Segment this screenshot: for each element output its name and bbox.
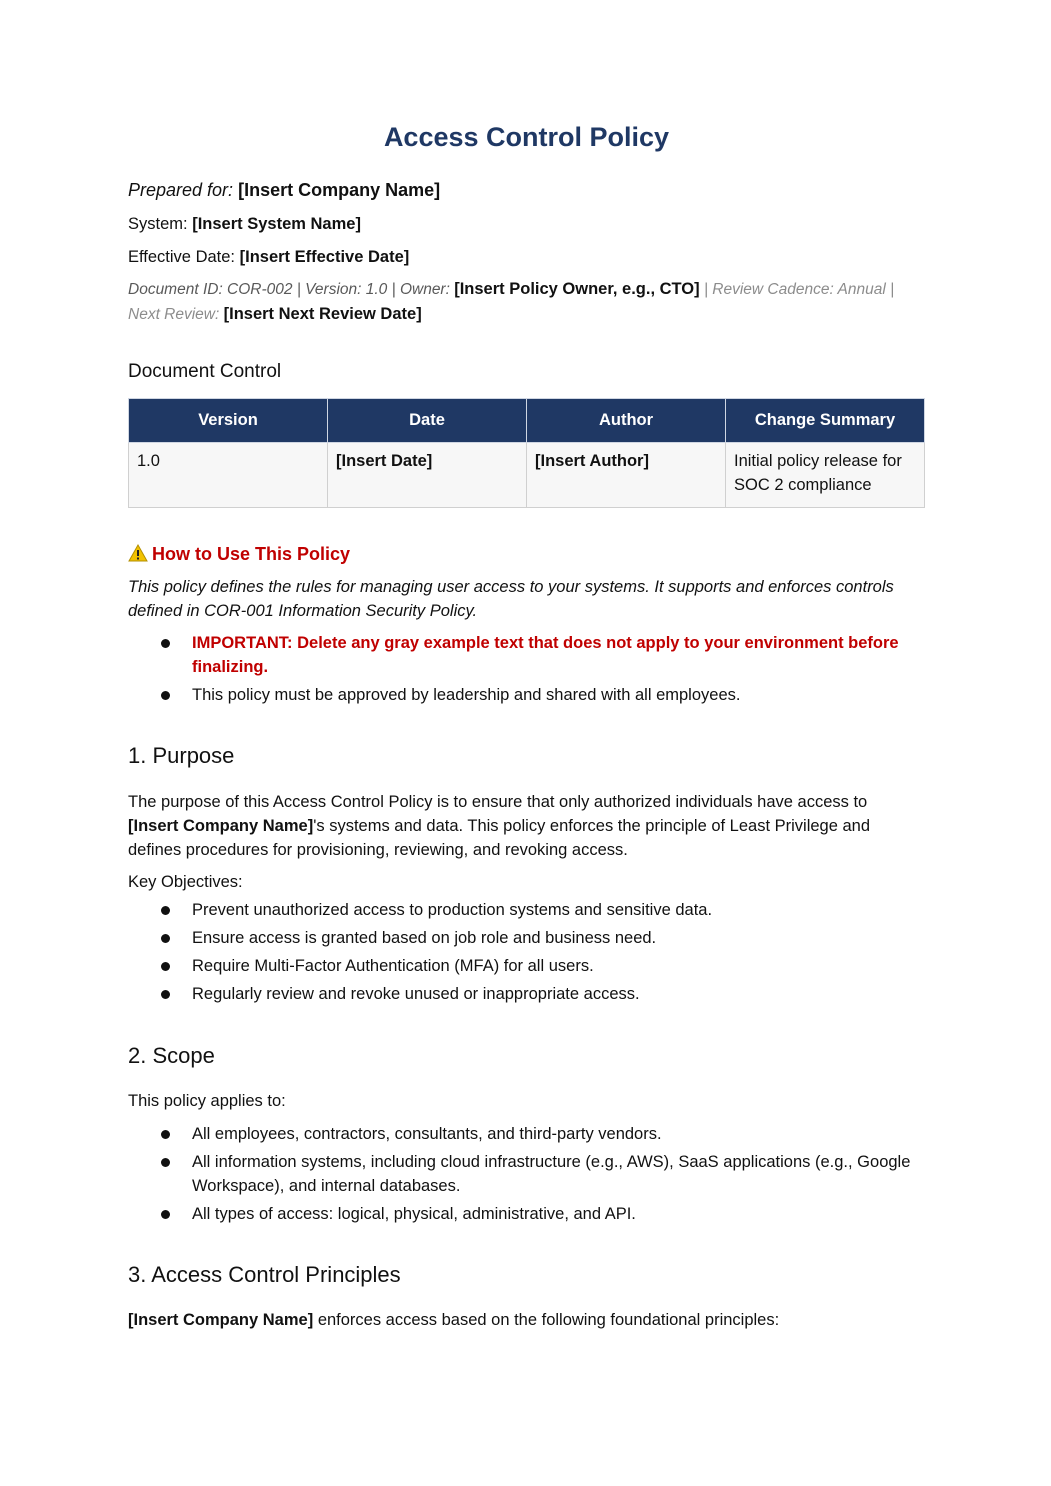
system-label: System:: [128, 215, 188, 233]
key-objectives-label: Key Objectives:: [128, 873, 243, 891]
effective-date-value: [Insert Effective Date]: [239, 248, 410, 266]
list-item-text: Ensure access is granted based on job role and business need.: [192, 929, 657, 947]
bullet-icon: [161, 1130, 170, 1139]
list-item-text: All employees, contractors, consultants, and third-party vendors.: [192, 1125, 662, 1143]
bullet-icon: [161, 639, 170, 648]
bullet-icon: [161, 691, 170, 700]
bullet-icon: [161, 1158, 170, 1167]
list-item-text: All types of access: logical, physical, administrative, and API.: [192, 1205, 636, 1223]
how-to-use-title: How to Use This Policy: [152, 544, 351, 564]
bullet-icon: [161, 962, 170, 971]
bullet-icon: [161, 1210, 170, 1219]
list-item-text: IMPORTANT: Delete any gray example text that does not apply to your environment before finalizing.: [192, 634, 899, 676]
list-item: [128, 982, 925, 1006]
list-item: [128, 954, 925, 978]
bullet-icon: [161, 906, 170, 915]
effective-date-line: [128, 245, 409, 269]
col-change-summary: Change Summary: [726, 399, 925, 443]
prepared-for-value: [Insert Company Name]: [238, 180, 441, 200]
list-item: [128, 898, 925, 922]
scope-heading: 2. Scope: [128, 1043, 215, 1068]
meta-cadence: | Review Cadence: Annual | Next Review:: [128, 281, 895, 323]
bullet-icon: [161, 934, 170, 943]
table-header-row: [129, 399, 925, 443]
list-item: [128, 1150, 925, 1198]
principles-company: [Insert Company Name]: [128, 1311, 314, 1329]
principles-text: enforces access based on the following foundational principles:: [317, 1311, 780, 1329]
cell-date: [328, 443, 527, 508]
how-to-use-intro: This policy defines the rules for managing user access to your systems. It supports and enforces controls defined in COR-001 Information Security Policy.: [128, 578, 894, 620]
meta-owner: [Insert Policy Owner, e.g., CTO]: [454, 280, 700, 298]
col-version: Version: [129, 399, 328, 443]
document-control-heading: Document Control: [128, 361, 282, 382]
list-item: [128, 1202, 925, 1226]
purpose-paragraph: [128, 790, 925, 862]
list-item-text: Require Multi-Factor Authentication (MFA) for all users.: [192, 957, 594, 975]
cell-author: [527, 443, 726, 508]
bullet-icon: [161, 990, 170, 999]
cell-change-summary: Initial policy release for SOC 2 compliance: [726, 443, 925, 508]
cell-version: 1.0: [129, 443, 328, 508]
page-title: Access Control Policy: [383, 122, 670, 152]
system-value: [Insert System Name]: [192, 215, 361, 233]
system-line: [128, 212, 361, 236]
meta-doc-id: Document ID: COR-002 | Version: 1.0 | Owner:: [128, 281, 450, 298]
scope-list: [128, 1122, 925, 1230]
list-item: [128, 1122, 925, 1146]
meta-next-review: [Insert Next Review Date]: [223, 305, 422, 323]
col-date: Date: [328, 399, 527, 443]
purpose-company: [Insert Company Name]: [128, 817, 314, 835]
warning-icon: [128, 542, 148, 566]
table-row: [129, 443, 925, 508]
prepared-for-line: [128, 178, 440, 202]
purpose-text-start: The purpose of this Access Control Policy is to ensure that only authorized individuals have access to: [128, 793, 868, 811]
list-item-text: Prevent unauthorized access to production systems and sensitive data.: [192, 901, 713, 919]
cell-author-value: [Insert Author]: [535, 452, 649, 470]
col-author: Author: [527, 399, 726, 443]
list-item-text: Regularly review and revoke unused or inappropriate access.: [192, 985, 640, 1003]
list-item-text: All information systems, including cloud infrastructure (e.g., AWS), SaaS applications (e.g., Google Workspace), and internal databases.: [192, 1153, 911, 1195]
how-to-use-heading: [128, 542, 350, 566]
purpose-text-end: 's systems and data. This policy enforces the principle of Least Privilege and defines procedures for provisioning, reviewing, and revoking access.: [128, 817, 871, 859]
document-meta: [128, 277, 925, 327]
principles-heading: 3. Access Control Principles: [128, 1262, 401, 1287]
list-item-text: This policy must be approved by leadership and shared with all employees.: [192, 686, 741, 704]
list-item: [128, 683, 925, 707]
effective-date-label: Effective Date:: [128, 248, 236, 266]
cell-date-value: [Insert Date]: [336, 452, 433, 470]
list-item: [128, 926, 925, 950]
principles-paragraph: [128, 1308, 779, 1332]
document-control-table: [128, 398, 925, 508]
purpose-heading: 1. Purpose: [128, 743, 235, 768]
list-item: [128, 631, 925, 679]
how-to-use-list: [128, 631, 925, 707]
objectives-list: [128, 898, 925, 1010]
scope-intro: This policy applies to:: [128, 1092, 286, 1110]
prepared-for-label: Prepared for:: [128, 180, 234, 200]
